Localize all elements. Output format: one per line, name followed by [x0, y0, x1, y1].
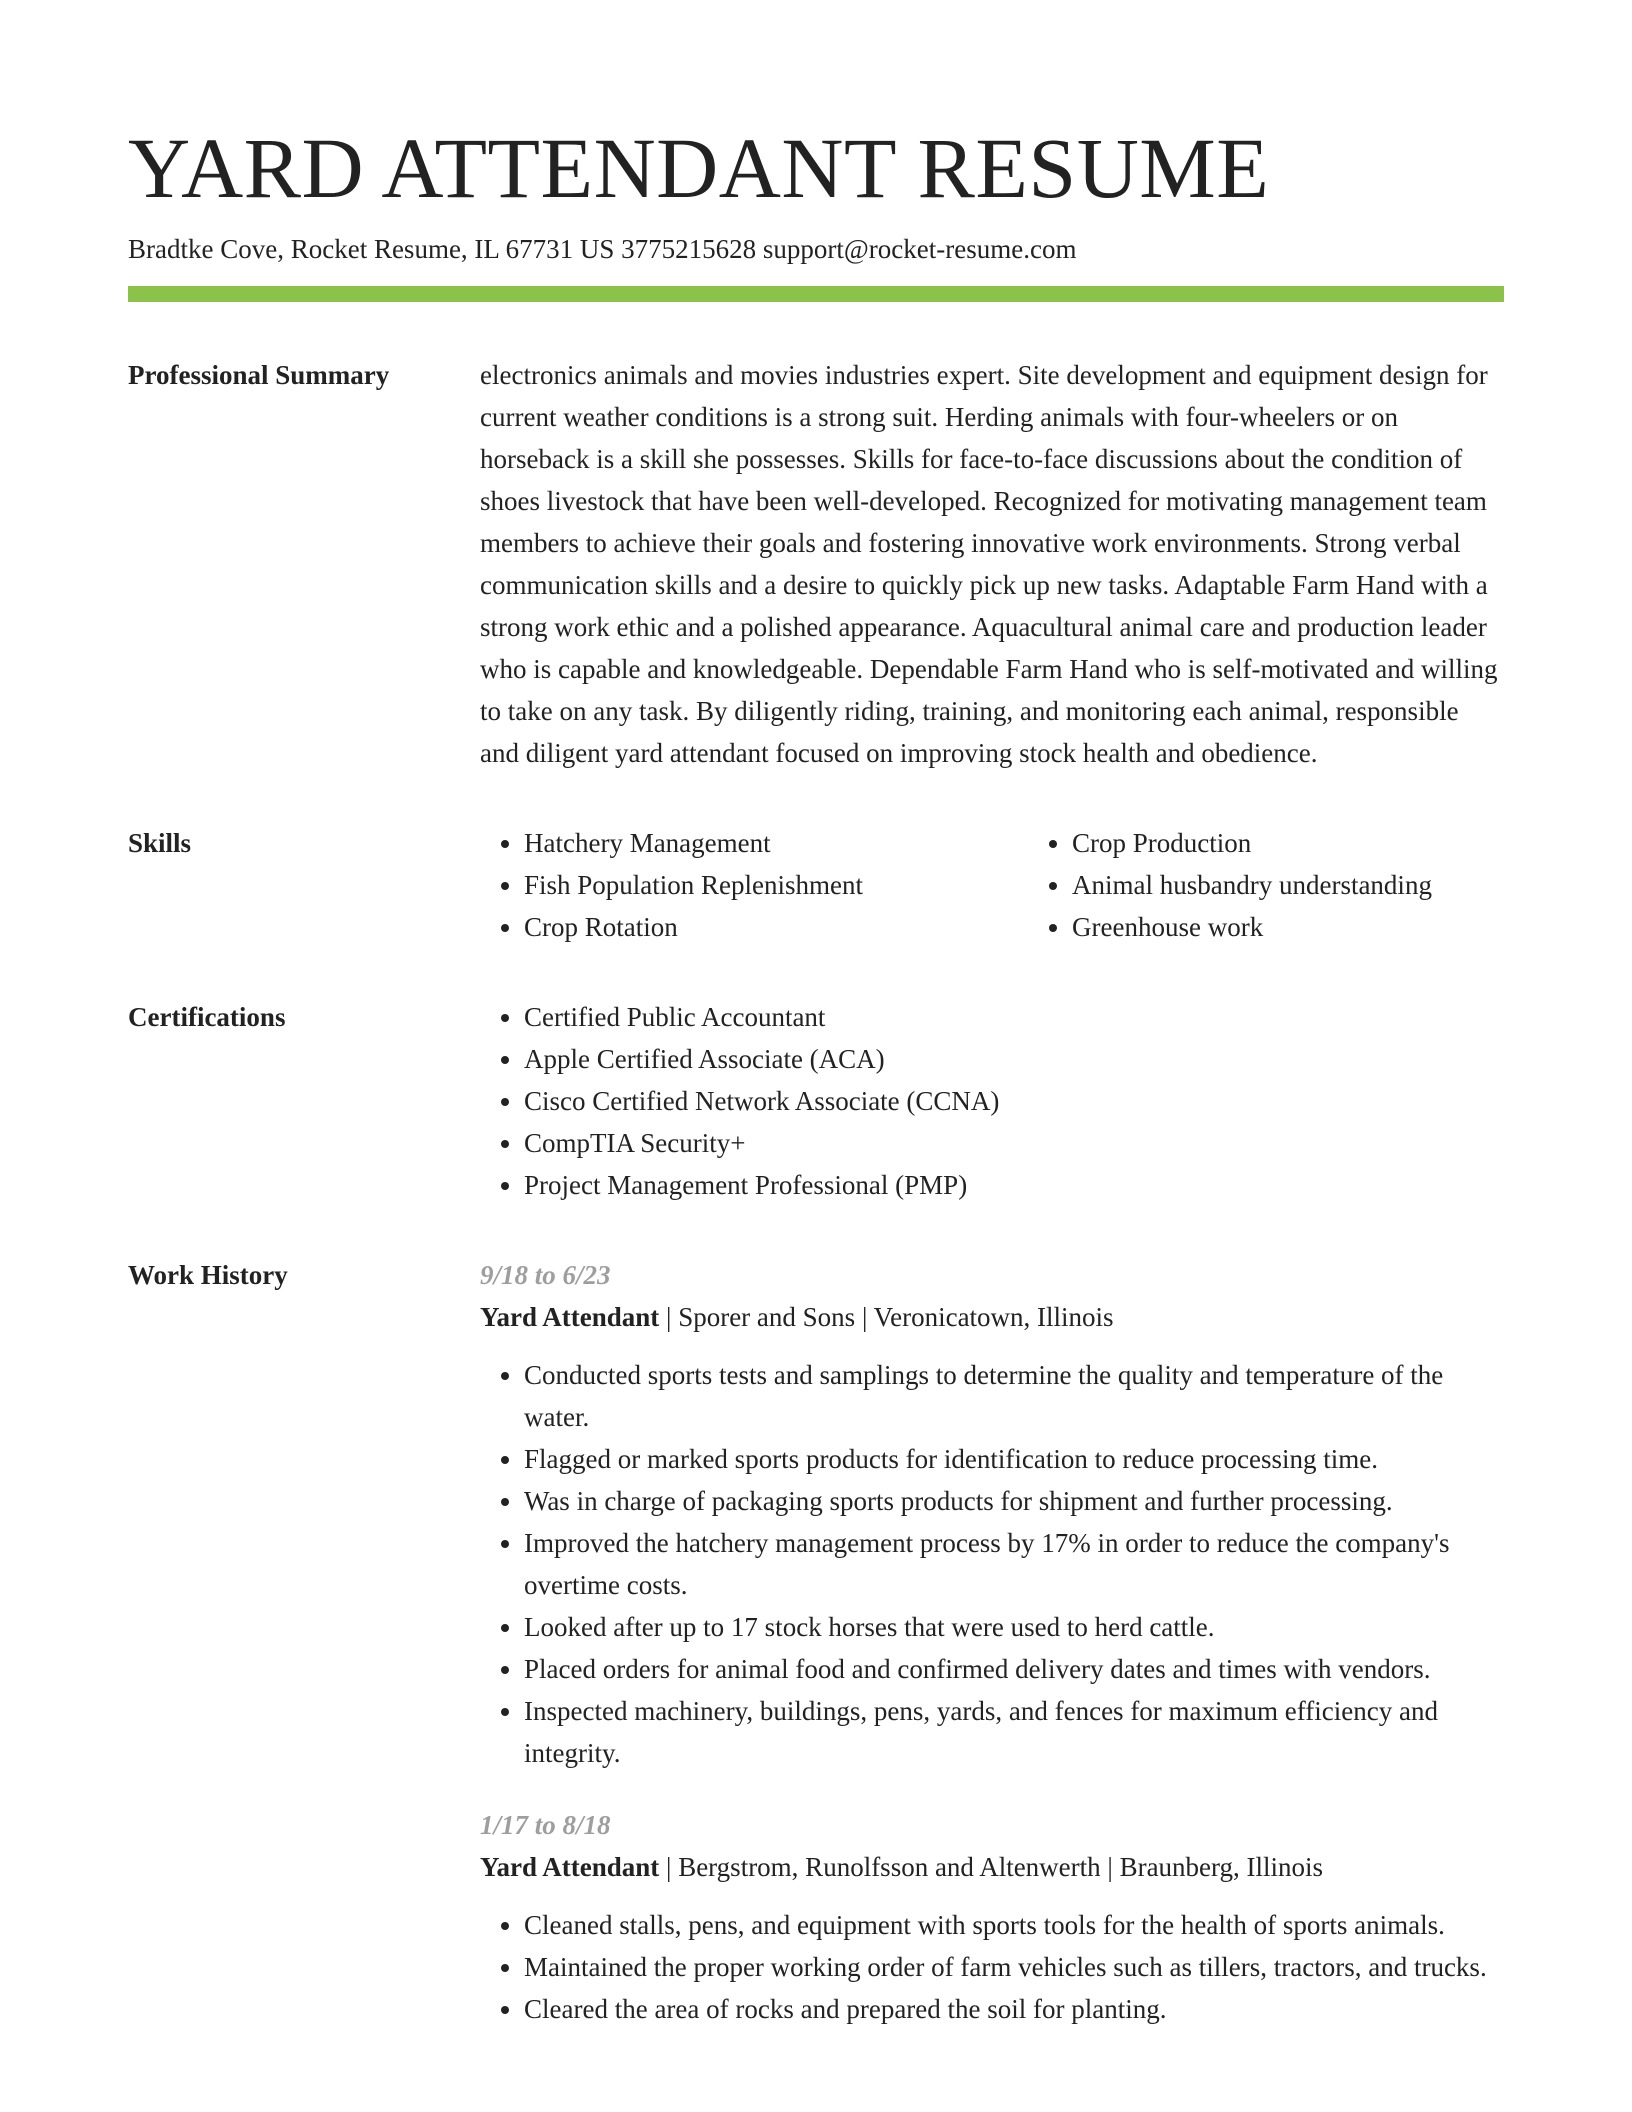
- job-dates: 1/17 to 8/18: [480, 1810, 611, 1840]
- work-history-heading: Work History: [128, 1260, 288, 1290]
- job-location: Veronicatown, Illinois: [873, 1302, 1114, 1332]
- certification-item: • Cisco Certified Network Associate (CCNA): [524, 1080, 1504, 1122]
- job-entry: [480, 1254, 1504, 1774]
- skill-item: • Animal husbandry understanding: [1072, 864, 1504, 906]
- job-separator: |: [659, 1302, 679, 1332]
- job-duty: • Cleaned stalls, pens, and equipment with sports tools for the health of sports animals.: [524, 1904, 1504, 1946]
- skill-item: • Crop Rotation: [524, 906, 1028, 948]
- certification-item: • Project Management Professional (PMP): [524, 1164, 1504, 1206]
- job-duty: • Flagged or marked sports products for identification to reduce processing time.: [524, 1438, 1504, 1480]
- skill-item: • Hatchery Management: [524, 822, 1028, 864]
- job-separator: |: [1100, 1852, 1120, 1882]
- job-duty: • Maintained the proper working order of farm vehicles such as tillers, tractors, and trucks.: [524, 1946, 1504, 1988]
- summary-text: electronics animals and movies industries expert. Site development and equipment design for current weather conditions is a strong suit. Herding animals with four-wheelers or on horseback is a skill she possesses. Skills for face-to-face discussions about the condition of shoes livestock that have been well-developed. Recognized for motivating management team members to achieve their goals and fostering innovative work environments. Strong verbal communication skills and a desire to quickly pick up new tasks. Adaptable Farm Hand with a strong work ethic and a polished appearance. Aquacultural animal care and production leader who is capable and knowledgeable. Dependable Farm Hand who is self-motivated and willing to take on any task. By diligently riding, training, and monitoring each animal, responsible and diligent yard attendant focused on improving stock health and obedience.: [480, 360, 1498, 768]
- job-title: Yard Attendant: [480, 1852, 660, 1882]
- accent-divider: [128, 286, 1504, 302]
- skills-column-1: [480, 822, 1028, 948]
- certifications-heading: Certifications: [128, 1002, 286, 1032]
- skill-item: • Crop Production: [1072, 822, 1504, 864]
- work-history-body: [480, 1254, 1504, 2030]
- summary-body: [480, 354, 1504, 774]
- job-duty: • Improved the hatchery management process by 17% in order to reduce the company's overtime costs.: [524, 1522, 1504, 1606]
- resume-page: [128, 0, 1504, 2030]
- job-duty: • Was in charge of packaging sports products for shipment and further processing.: [524, 1480, 1504, 1522]
- skills-column-2: [1028, 822, 1504, 948]
- certifications-section: [128, 996, 1504, 1206]
- certification-item: • CompTIA Security+: [524, 1122, 1504, 1164]
- job-duties: [480, 1354, 1504, 1774]
- summary-section: [128, 354, 1504, 774]
- skills-heading: Skills: [128, 828, 192, 858]
- job-heading: [480, 1296, 1504, 1338]
- contact-line: Bradtke Cove, Rocket Resume, IL 67731 US 3775215628 support@rocket-resume.com: [128, 234, 1077, 264]
- skill-item: • Greenhouse work: [1072, 906, 1504, 948]
- job-duty: • Inspected machinery, buildings, pens, yards, and fences for maximum efficiency and integrity.: [524, 1690, 1504, 1774]
- job-duty: • Placed orders for animal food and confirmed delivery dates and times with vendors.: [524, 1648, 1504, 1690]
- job-duty: • Conducted sports tests and samplings to determine the quality and temperature of the water.: [524, 1354, 1504, 1438]
- skill-item: • Fish Population Replenishment: [524, 864, 1028, 906]
- job-company: Bergstrom, Runolfsson and Altenwerth: [678, 1852, 1101, 1882]
- job-title: Yard Attendant: [480, 1302, 660, 1332]
- certifications-list: [480, 996, 1504, 1206]
- job-company: Sporer and Sons: [678, 1302, 856, 1332]
- summary-heading: Professional Summary: [128, 360, 390, 390]
- job-separator: |: [659, 1852, 679, 1882]
- resume-title: YARD ATTENDANT RESUME: [128, 120, 1270, 216]
- job-duty: • Cleared the area of rocks and prepared the soil for planting.: [524, 1988, 1504, 2030]
- skills-body: [480, 822, 1504, 948]
- job-heading: [480, 1846, 1504, 1888]
- job-dates: 9/18 to 6/23: [480, 1260, 611, 1290]
- skills-section: [128, 822, 1504, 948]
- certifications-body: [480, 996, 1504, 1206]
- job-location: Braunberg, Illinois: [1119, 1852, 1324, 1882]
- job-duties: [480, 1904, 1504, 2030]
- job-separator: |: [855, 1302, 874, 1332]
- certification-item: • Apple Certified Associate (ACA): [524, 1038, 1504, 1080]
- certification-item: • Certified Public Accountant: [524, 996, 1504, 1038]
- job-duty: • Looked after up to 17 stock horses that were used to herd cattle.: [524, 1606, 1504, 1648]
- work-history-section: [128, 1254, 1504, 2030]
- job-entry: [480, 1804, 1504, 2030]
